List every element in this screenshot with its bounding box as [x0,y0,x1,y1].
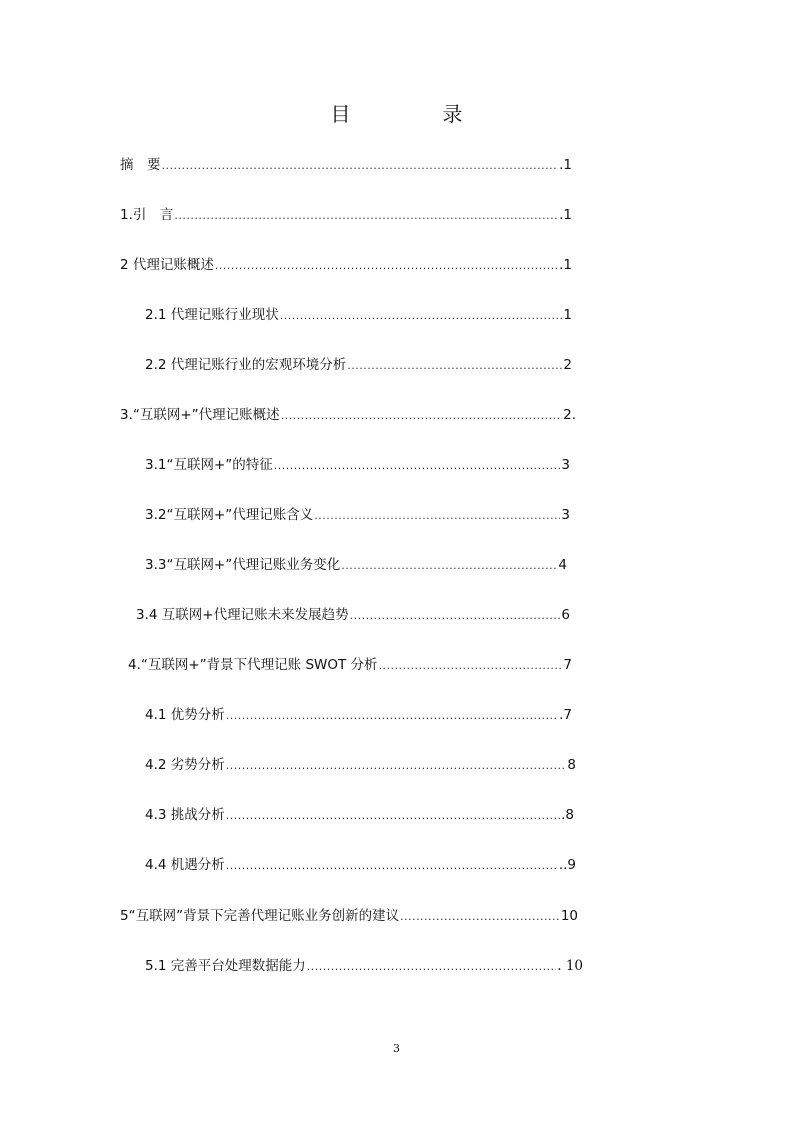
toc-entry-page: 4 [558,557,567,573]
toc-entry-section-4-3[interactable] [145,805,574,825]
toc-entry-section-3-3[interactable] [145,555,567,575]
page-title: 目 录 [330,102,499,126]
toc-entry-label: 3.1“互联网+”的特征 [145,457,273,473]
toc-entry-page: 3 [561,457,570,473]
toc-entry-label: 3.4 互联网+代理记账未来发展趋势 [136,607,349,623]
dot-leader [226,756,567,776]
toc-entry-section-3-4[interactable] [136,605,570,625]
toc-entry-page: 6 [561,607,570,623]
toc-entry-label: 5.1 完善平台处理数据能力 [145,958,306,974]
toc-entry-label: 1.引 言 [120,207,174,223]
toc-entry-page: .8 [561,807,574,823]
toc-entry-label: 摘 要 [120,157,161,173]
toc-entry-section-2-2[interactable] [145,355,572,375]
toc-entry-label: 3.2“互联网+”代理记账含义 [145,507,314,523]
toc-entry-page: . 10 [557,958,583,974]
toc-entry-label: 4.3 挑战分析 [145,807,225,823]
toc-entry-section-3[interactable] [120,405,576,425]
dot-leader [307,957,556,977]
dot-leader [379,656,563,676]
toc-entry-label: 3.“互联网+”代理记账概述 [120,407,280,423]
toc-entry-section-2[interactable] [120,255,572,275]
toc-entry-section-3-2[interactable] [145,505,570,525]
toc-entry-page: .7 [559,707,572,723]
dot-leader [347,356,562,376]
dot-leader [280,306,563,326]
toc-entry-section-4-4[interactable] [145,855,576,875]
dot-leader [274,456,561,476]
toc-entry-label: 4.“互联网+”背景下代理记账 SWOT 分析 [128,657,378,673]
toc-entry-label: 2.2 代理记账行业的宏观环境分析 [145,357,347,373]
dot-leader [350,606,561,626]
toc-entry-section-5[interactable] [120,906,578,926]
toc-entry-label: 4.2 劣势分析 [145,757,225,773]
toc-entry-page: 1 [563,307,572,323]
dot-leader [281,406,562,426]
toc-entry-section-5-1[interactable] [145,956,583,976]
toc-entry-label: 4.4 机遇分析 [145,857,225,873]
dot-leader [226,806,560,826]
toc-entry-section-3-1[interactable] [145,455,570,475]
toc-entry-page: 7 [563,657,572,673]
dot-leader [226,706,558,726]
dot-leader [215,256,558,276]
dot-leader [174,206,558,226]
dot-leader [314,506,560,526]
toc-entry-label: 4.1 优势分析 [145,707,225,723]
toc-entry-page: 2. [563,407,576,423]
toc-entry-page: .1 [559,157,572,173]
toc-entry-section-4[interactable] [128,655,572,675]
toc-entry-page: ..9 [558,857,576,873]
dot-leader [162,156,559,176]
toc-entry-label: 3.3“互联网+”代理记账业务变化 [145,557,341,573]
toc-entry-page: 3 [561,507,570,523]
toc-entry-page: .1 [559,257,572,273]
toc-entry-abstract[interactable] [120,155,572,175]
dot-leader [400,907,560,927]
toc-entry-section-4-2[interactable] [145,755,576,775]
toc-entry-label: 5“互联网”背景下完善代理记账业务创新的建议 [120,908,400,924]
toc-entry-label: 2 代理记账概述 [120,257,214,273]
dot-leader [341,556,557,576]
toc-entry-label: 2.1 代理记账行业现状 [145,307,279,323]
toc-entry-section-4-1[interactable] [145,705,572,725]
dot-leader [226,856,558,876]
page-number: 3 [393,1042,400,1055]
toc-entry-section-2-1[interactable] [145,305,572,325]
toc-entry-introduction[interactable] [120,205,572,225]
toc-entry-page: 8 [567,757,576,773]
toc-entry-page: .1 [559,207,572,223]
toc-entry-page: 2 [563,357,572,373]
toc-entry-page: 10 [560,908,578,924]
